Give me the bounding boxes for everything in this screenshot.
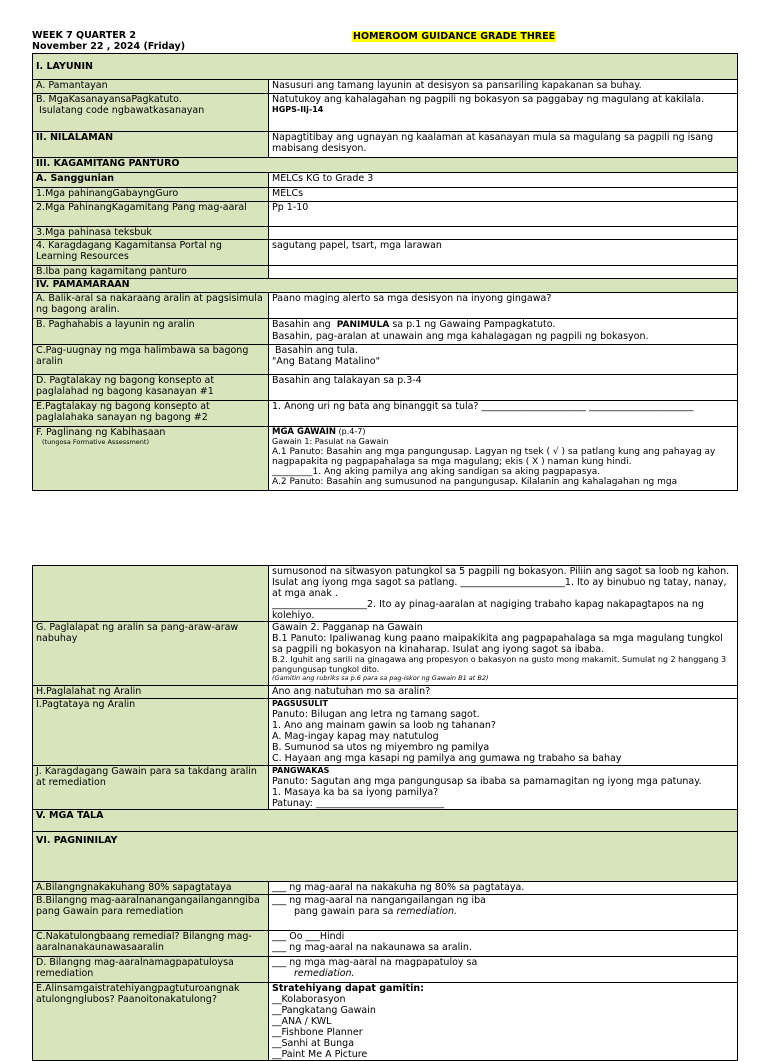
header-left (32, 30, 185, 52)
gawain1-title: Gawain 1: Pasulat na Gawain (272, 437, 389, 446)
kasanayan-text: Natutukoy ang kahalagahan ng pagpili ng bokasyon sa paggabay ng magulang at kakilala. (272, 94, 705, 105)
iba-value (269, 266, 738, 279)
teksbuk-label: 3.Mga pahinasa teksbuk (33, 227, 269, 240)
paghahabi-text-2: Basahin, pag-aralan at unawain ang mga kahalagagan ng pagpili ng bokasyon. (272, 331, 649, 342)
pag-uugnay-label: C.Pag-uugnay ng mga halimbawa sa bagong aralin (33, 345, 269, 375)
stratehiya-item: __Fishbone Planner (272, 1027, 363, 1038)
paglinang-label (33, 427, 269, 491)
gabay-value: MELCs (269, 188, 738, 202)
stratehiya-item: __Paint Me A Picture (272, 1049, 368, 1060)
reflection-d-line2: remediation. (294, 968, 355, 979)
reflection-c-line2: ___ ng mag-aaral na nakaunawa sa aralin. (272, 942, 472, 953)
gawain1-panuto: A.1 Panuto: Basahin ang mga pangungusap. Lagyan ng tsek ( √ ) sa patlang kung ang pahayag ay nagpapakita ng pagpapahalaga sa mga magulang; ekis ( X ) naman kung hindi. (272, 446, 716, 467)
teksbuk-value (269, 227, 738, 240)
portal-value: sagutang papel, tsart, mga larawan (269, 240, 738, 266)
date-label: November 22 , 2024 (Friday) (32, 41, 186, 52)
pamantayan-label: A. Pamantayan (33, 80, 269, 94)
portal-label: 4. Karagdagang Kagamitansa Portal ng Learning Resources (33, 240, 269, 266)
continuation-value (269, 566, 738, 622)
gabay-label: 1.Mga pahinangGabayngGuro (33, 188, 269, 202)
continuation-text-1: sumusonod na sitwasyon patungkol sa 5 pagpili ng bokasyon. Piliin ang sagot sa loob ng kahon. Isulat ang iyong mga sagot sa patlang. ______________________1. Ito ay binubuo ng tatay, nanay, at mga anak . (272, 566, 730, 599)
section-mga-tala: V. MGA TALA (33, 810, 738, 832)
mga-gawain-heading: MGA GAWAIN (272, 427, 336, 437)
pagtataya-choice-c: C. Hayaan ang mga kasapi ng pamilya ang gumawa ng trabaho sa bahay (272, 752, 622, 764)
kasanayan-value (269, 94, 738, 132)
reflection-b-value (269, 895, 738, 931)
reflection-c-value (269, 931, 738, 957)
reflection-b-line1: ___ ng mag-aaral na nangangailangan ng iba (272, 895, 486, 906)
reflection-b-label: B.Bilangng mag-aaralnanangangailanganngiba pang Gawain para remediation (33, 895, 269, 931)
paglinang-title: F. Paglinang ng Kabihasaan (36, 427, 166, 438)
section-nilalaman: II. NILALAMAN (33, 132, 269, 158)
stratehiya-item: __Pangkatang Gawain (272, 1005, 376, 1016)
pagtalakay1-label: D. Pagtalakay ng bagong konsepto at paglalahad ng bagong kasanayan #1 (33, 375, 269, 401)
reflection-e-label: E.Alinsamgaistratehiyangpagtuturoangnak atulongnglubos? Paanoitonakatulong? (33, 983, 269, 1061)
gawain2-b2: B.2. Iguhit ang sarili na ginagawa ang propesyon o bakasyon na gusto mong makamit. Sumulat ng 2 hanggang 3 pangungusap tungkol dito. (272, 655, 727, 674)
pagtataya-label: I.Pagtataya ng Aralin (33, 699, 269, 766)
reflection-d-label: D. Bilangng mag-aaralnamagpapatuloysa remediation (33, 957, 269, 983)
paglalapat-label: G. Paglalapat ng aralin sa pang-araw-araw nabuhay (33, 622, 269, 686)
week-label: WEEK 7 QUARTER 2 (32, 30, 136, 41)
pagtalakay2-value: 1. Anong uri ng bata ang binanggit sa tula? ______________________ ______________________ (269, 401, 738, 427)
balik-aral-label: A. Balik-aral sa nakaraang aralin at pagsisimula ng bagong aralin. (33, 293, 269, 319)
pag-uugnay-value (269, 345, 738, 375)
karagdagang-value (269, 766, 738, 810)
reflection-b-line2b: remediation. (396, 906, 457, 917)
nilalaman-value: Napagtitibay ang ugnayan ng kaalaman at kasanayan mula sa magulang sa pagpili ng isang mabisang desisyon. (269, 132, 738, 158)
stratehiya-item: __Kolaborasyon (272, 994, 346, 1005)
paglinang-value (269, 427, 738, 491)
paglalapat-value (269, 622, 738, 686)
lesson-table-page1 (32, 53, 738, 491)
pagsusulit-heading: PAGSUSULIT (272, 699, 328, 708)
balik-aral-value: Paano maging alerto sa mga desisyon na inyong gingawa? (269, 293, 738, 319)
pangwakas-heading: PANGWAKAS (272, 766, 330, 775)
reflection-a-value: ___ ng mag-aaral na nakakuha ng 80% sa pagtataya. (269, 882, 738, 895)
kasanayan-label (33, 94, 269, 132)
continuation-text-2: ____________________2. Ito ay pinag-aaralan at nagiging trabaho kapag nakapagtapos na ng kolehiyo. (272, 599, 704, 621)
reflection-e-value (269, 983, 738, 1061)
pagtataya-q1: 1. Ano ang mainam gawin sa loob ng tahanan? (272, 719, 496, 731)
gawain2-b1: B.1 Panuto: Ipaliwanag kung paano maipakikita ang pagpapahalaga sa mga magulang tungkol sa pagpili ng bokasyon na kinaharap. Isulat ang iyong sagot sa ibaba. (272, 633, 723, 655)
reflection-c-label: C.Nakatulongbaang remedial? Bilangng mag-aaralnanakaunawasaaralin (33, 931, 269, 957)
sanggunian-label: A. Sanggunian (33, 173, 269, 188)
stratehiya-item: __ANA / KWL (272, 1016, 332, 1027)
paghahabi-text-c: sa p.1 ng Gawaing Pampagkatuto. (389, 319, 556, 330)
gawain2-title: Gawain 2. Pagganap na Gawain (272, 622, 423, 633)
karagdagang-label: J. Karagdagang Gawain para sa takdang aralin at remediation (33, 766, 269, 810)
iba-label: B.Iba pang kagamitang panturo (33, 266, 269, 279)
paghahabi-text-a: Basahin ang (272, 319, 337, 330)
paglinang-sub: (tungosa Formative Assessment) (42, 438, 150, 446)
pagtalakay1-value: Basahin ang talakayan sa p.3-4 (269, 375, 738, 401)
reflection-d-line1: ___ ng mga mag-aaral na magpapatuloy sa (272, 957, 478, 968)
reflection-c-line1: ___ Oo ___Hindi (272, 931, 345, 942)
section-pagninilay: VI. PAGNINILAY (33, 832, 738, 882)
pagtalakay2-label: E.Pagtalakay ng bagong konsepto at paglalahaka sanayan ng bagong #2 (33, 401, 269, 427)
reflection-b-line2a: pang gawain para sa (294, 906, 397, 917)
gawain1-a2-panuto: A.2 Panuto: Basahin ang sumusunod na pangungusap. Kilalanin ang kahalagahan ng mga (272, 476, 678, 487)
pag-uugnay-line2: "Ang Batang Matalino" (272, 356, 380, 367)
pamantayan-value: Nasusuri ang tamang layunin at desisyon sa pansariling kapakanan sa buhay. (269, 80, 738, 94)
karagdagang-panuto: Panuto: Sagutan ang mga pangungusap sa ibaba sa pamamagitan ng iyong mga patunay. (272, 775, 702, 787)
lesson-table-page2 (32, 565, 738, 1061)
gawain2-rubriks-note: (Gamitin ang rubriks sa p.6 para sa pag-iskor ng Gawain B1 at B2) (272, 674, 489, 682)
reflection-d-value (269, 957, 738, 983)
karagdagang-q1: 1. Masaya ka ba sa iyong pamilya? (272, 786, 439, 798)
kasanayan-label-line1: B. MgaKasanayansaPagkatuto. (36, 94, 182, 105)
paghahabi-value (269, 319, 738, 345)
gawain1-item1: _________1. Ang aking pamilya ang aking sandigan sa aking pagpapasya. (272, 466, 601, 477)
karagdagang-patunay: Patunay: ___________________________ (272, 797, 445, 809)
kagamitan-pang-value: Pp 1-10 (269, 202, 738, 227)
kasanayan-label-line2: Isulatang code ngbawatkasanayan (36, 105, 205, 116)
reflection-a-label: A.Bilangngnakakuhang 80% sapagtataya (33, 882, 269, 895)
pagtataya-choice-a: A. Mag-ingay kapag may natutulog (272, 730, 439, 742)
section-pamamaraan: IV. PAMAMARAAN (33, 279, 738, 293)
kagamitan-pang-label: 2.Mga PahinangKagamitang Pang mag-aaral (33, 202, 269, 227)
stratehiya-item: __Sanhi at Bunga (272, 1038, 355, 1049)
paglalahat-value: Ano ang natutuhan mo sa aralin? (269, 686, 738, 699)
pag-uugnay-line1: Basahin ang tula. (272, 345, 358, 356)
section-layunin: I. LAYUNIN (33, 54, 738, 80)
pagtataya-panuto: Panuto: Bilugan ang letra ng tamang sagot. (272, 708, 480, 720)
panimula-label: PANIMULA (336, 320, 390, 330)
kasanayan-code: HGPS-IIj-14 (272, 105, 324, 114)
paglalahat-label: H.Paglalahat ng Aralin (33, 686, 269, 699)
pagtataya-choice-b: B. Sumunod sa utos ng miyembro ng pamilya (272, 741, 490, 753)
section-kagamitan: III. KAGAMITANG PANTURO (33, 158, 738, 173)
paghahabi-label: B. Paghahabis a layunin ng aralin (33, 319, 269, 345)
mga-gawain-pages: (p.4-7) (336, 427, 366, 436)
stratehiya-heading: Stratehiyang dapat gamitin: (272, 983, 424, 994)
continuation-label (33, 566, 269, 622)
pagtataya-value (269, 699, 738, 766)
sanggunian-value: MELCs KG to Grade 3 (269, 173, 738, 188)
document-title: HOMEROOM GUIDANCE GRADE THREE (353, 31, 556, 42)
